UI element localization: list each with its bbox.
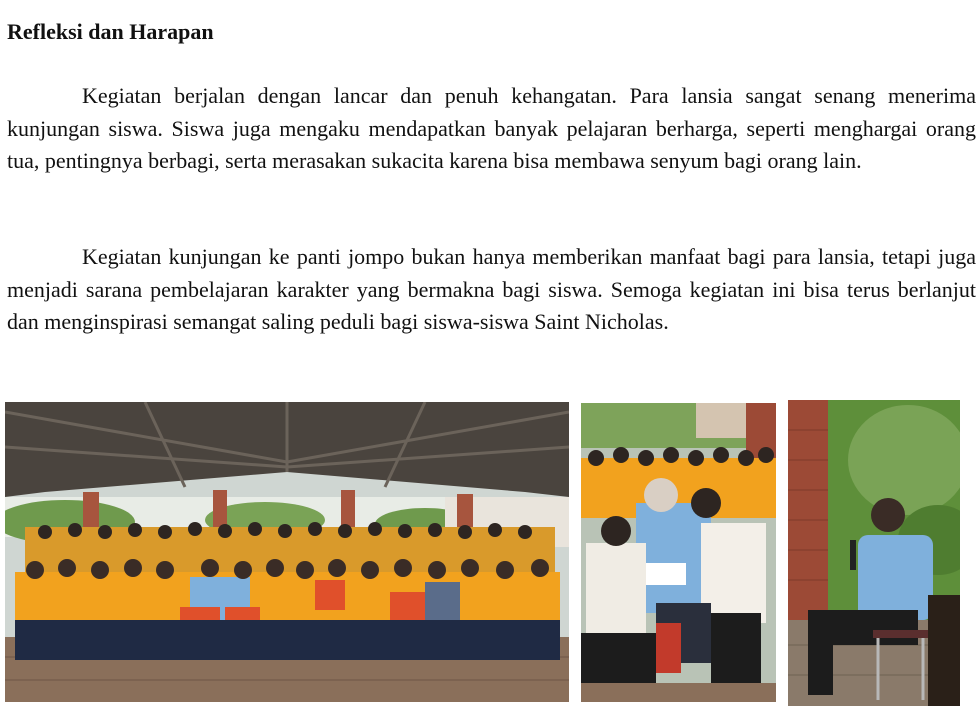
- section-heading: Refleksi dan Harapan: [7, 19, 214, 44]
- paragraph-reflection: Kegiatan berjalan dengan lancar dan penuh kehangatan. Para lansia sangat senang menerima kunjungan siswa. Siswa juga mengaku mendapatkan banyak pelajaran berharga, seperti menghargai orang tua, pentingnya berbagi, serta merasakan sukacita karena bisa membawa senyum bagi orang lain.: [7, 83, 976, 173]
- paragraph-hope: Kegiatan kunjungan ke panti jompo bukan hanya memberikan manfaat bagi para lansia, tetapi juga menjadi sarana pembelajaran karakter yang bermakna bagi siswa. Semoga kegiatan ini bisa terus berlanjut dan menginspirasi semangat saling peduli bagi siswa-siswa Saint Nicholas.: [7, 244, 976, 334]
- students-with-elderly-woman: [581, 403, 776, 702]
- elderly-woman-speaking-microphone: [788, 400, 960, 706]
- group-photo-pavilion: [5, 402, 569, 702]
